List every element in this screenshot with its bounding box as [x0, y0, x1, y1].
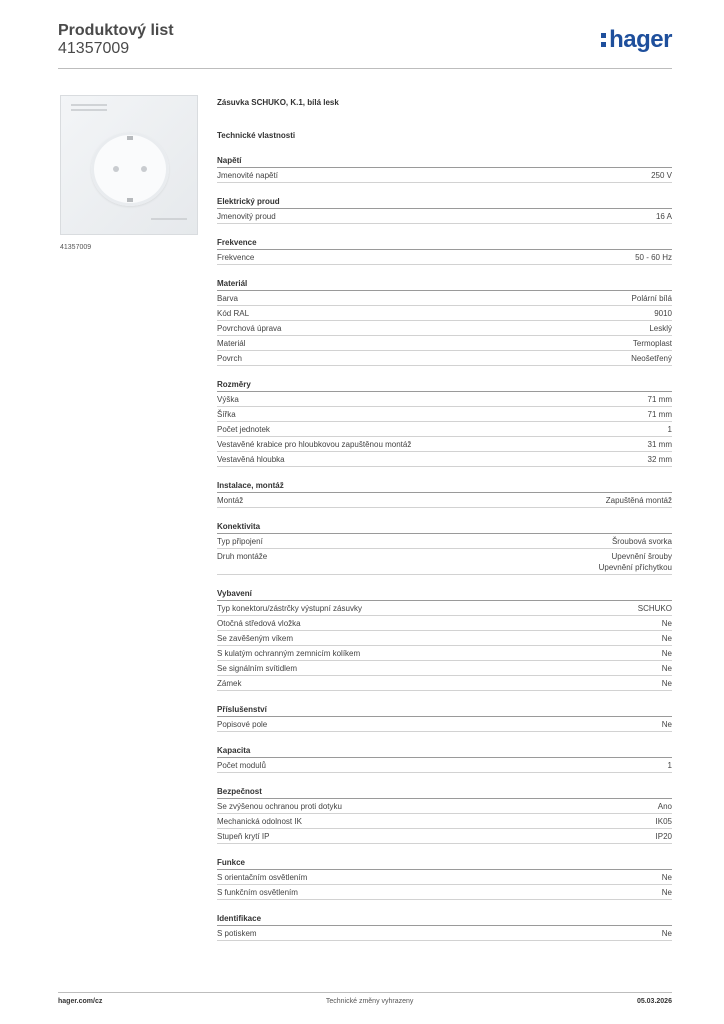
spec-group — [217, 480, 672, 508]
spec-row — [217, 336, 672, 351]
spec-value-line: Ne — [661, 873, 672, 882]
spec-label: Materiál — [217, 339, 246, 348]
spec-label: S kulatým ochranným zemnicím kolíkem — [217, 649, 361, 658]
spec-value-line: Termoplast — [632, 339, 672, 348]
socket-outlet-icon — [91, 132, 169, 206]
spec-row — [217, 168, 672, 183]
spec-label: Otočná středová vložka — [217, 619, 301, 628]
spec-group — [217, 521, 672, 575]
spec-value — [599, 551, 672, 573]
earth-clip-top — [127, 136, 133, 140]
spec-value-line: 1 — [667, 761, 672, 770]
spec-value-line: IP20 — [655, 832, 672, 841]
spec-value — [612, 536, 672, 547]
spec-value — [662, 719, 672, 730]
spec-label: Barva — [217, 294, 238, 303]
footer-website: hager.com/cz — [58, 998, 103, 1005]
spec-row — [217, 601, 672, 616]
spec-group-title: Rozměry — [217, 379, 672, 392]
spec-value — [648, 394, 672, 405]
spec-group — [217, 588, 672, 691]
image-label-bar — [71, 109, 107, 111]
spec-value-line: Upevnění šrouby — [611, 552, 672, 561]
spec-value — [638, 603, 672, 614]
spec-group — [217, 913, 672, 941]
spec-row — [217, 870, 672, 885]
spec-label: S potiskem — [217, 929, 257, 938]
spec-group — [217, 196, 672, 224]
spec-label: Výška — [217, 395, 239, 404]
spec-value-line: 9010 — [654, 309, 672, 318]
spec-group-title: Bezpečnost — [217, 786, 672, 799]
spec-value — [635, 252, 672, 263]
spec-value-line: Ne — [661, 649, 672, 658]
spec-value-line: IK05 — [655, 817, 672, 826]
spec-value-line: SCHUKO — [637, 604, 672, 613]
spec-value — [662, 633, 672, 644]
spec-label: Se signálním svítidlem — [217, 664, 298, 673]
spec-value — [668, 760, 672, 771]
spec-row — [217, 814, 672, 829]
spec-label: Typ konektoru/zástrčky výstupní zásuvky — [217, 604, 362, 613]
spec-label: Frekvence — [217, 253, 255, 262]
spec-row — [217, 437, 672, 452]
spec-row — [217, 306, 672, 321]
product-image — [60, 95, 198, 235]
spec-value — [662, 678, 672, 689]
spec-group — [217, 857, 672, 900]
spec-group-title: Frekvence — [217, 237, 672, 250]
spec-row — [217, 407, 672, 422]
pin-hole-right — [141, 166, 147, 172]
spec-row — [217, 717, 672, 732]
spec-group — [217, 704, 672, 732]
spec-group — [217, 745, 672, 773]
spec-group-title: Funkce — [217, 857, 672, 870]
spec-value-line: 1 — [667, 425, 672, 434]
spec-row — [217, 291, 672, 306]
spec-value — [662, 648, 672, 659]
spec-group — [217, 155, 672, 183]
spec-row — [217, 493, 672, 508]
spec-value — [656, 831, 672, 842]
product-name: Zásuvka SCHUKO, K.1, bílá lesk — [217, 98, 339, 107]
spec-content — [217, 97, 672, 941]
spec-value-line: Ne — [661, 664, 672, 673]
spec-value — [658, 801, 672, 812]
spec-value-line: 71 mm — [647, 410, 672, 419]
footer-date: 05.03.2026 — [636, 998, 672, 1005]
spec-group-title: Konektivita — [217, 521, 672, 534]
spec-label: Typ připojení — [217, 537, 263, 546]
spec-row — [217, 549, 672, 575]
spec-row — [217, 646, 672, 661]
spec-label: Zámek — [217, 679, 242, 688]
spec-row — [217, 321, 672, 336]
pin-hole-left — [113, 166, 119, 172]
spec-value-line: Ne — [661, 634, 672, 643]
spec-value-line: Ne — [661, 679, 672, 688]
spec-group — [217, 278, 672, 366]
page-title: Produktový list — [58, 22, 174, 39]
page-footer — [58, 998, 672, 1005]
spec-value-line: Ne — [661, 929, 672, 938]
spec-label: S orientačním osvětlením — [217, 873, 308, 882]
hager-logo — [601, 28, 672, 52]
spec-label: Jmenovité napětí — [217, 171, 278, 180]
spec-value-line: Ne — [661, 619, 672, 628]
spec-value-line: Zapuštěná montáž — [605, 496, 672, 505]
spec-row — [217, 351, 672, 366]
spec-label: Montáž — [217, 496, 244, 505]
spec-value-line: 31 mm — [647, 440, 672, 449]
spec-row — [217, 452, 672, 467]
spec-row — [217, 676, 672, 691]
spec-label: Povrch — [217, 354, 242, 363]
image-caption: 41357009 — [60, 244, 92, 251]
spec-value — [662, 928, 672, 939]
spec-value-line: Ne — [661, 888, 672, 897]
header-divider — [58, 68, 672, 69]
spec-label: Počet jednotek — [217, 425, 270, 434]
spec-row — [217, 616, 672, 631]
spec-group-title: Instalace, montáž — [217, 480, 672, 493]
document-number: 41357009 — [58, 40, 130, 57]
spec-row — [217, 885, 672, 900]
spec-row — [217, 534, 672, 549]
spec-value — [662, 887, 672, 898]
spec-value-line: 50 - 60 Hz — [635, 253, 672, 262]
spec-value — [648, 409, 672, 420]
spec-value-line: Neošetřený — [631, 354, 672, 363]
spec-row — [217, 422, 672, 437]
spec-value-line: Ne — [661, 720, 672, 729]
spec-value-line: Lesklý — [649, 324, 672, 333]
logo-dots-icon — [601, 33, 606, 47]
spec-group-title: Napětí — [217, 155, 672, 168]
spec-value-line: 250 V — [651, 171, 672, 180]
spec-label: Mechanická odolnost IK — [217, 817, 302, 826]
spec-label: Se zavěšeným víkem — [217, 634, 294, 643]
spec-row — [217, 799, 672, 814]
spec-row — [217, 758, 672, 773]
spec-label: Vestavěné krabice pro hloubkovou zapuštěnou montáž — [217, 440, 412, 449]
document-header — [58, 22, 174, 58]
spec-row — [217, 631, 672, 646]
logo-text: hager — [609, 26, 672, 53]
spec-row — [217, 250, 672, 265]
footer-divider — [58, 992, 672, 993]
spec-value — [649, 323, 672, 334]
spec-group — [217, 786, 672, 844]
spec-label: Popisové pole — [217, 720, 268, 729]
spec-label: Šířka — [217, 410, 236, 419]
spec-label: Jmenovitý proud — [217, 212, 276, 221]
spec-label: Se zvýšenou ochranou proti dotyku — [217, 802, 342, 811]
spec-value-line: Ano — [657, 802, 672, 811]
spec-group-title: Kapacita — [217, 745, 672, 758]
spec-group-title: Identifikace — [217, 913, 672, 926]
spec-group — [217, 379, 672, 467]
spec-row — [217, 392, 672, 407]
spec-group — [217, 237, 672, 265]
spec-group-title: Příslušenství — [217, 704, 672, 717]
spec-groups — [217, 155, 672, 941]
spec-value — [662, 872, 672, 883]
spec-group-title: Materiál — [217, 278, 672, 291]
spec-value-line: Upevnění příchytkou — [598, 563, 672, 572]
spec-row — [217, 209, 672, 224]
spec-value — [654, 308, 672, 319]
spec-value — [656, 816, 672, 827]
spec-value-line: Polární bílá — [631, 294, 672, 303]
image-label-bar — [151, 218, 187, 220]
spec-label: Kód RAL — [217, 309, 250, 318]
spec-value — [648, 439, 672, 450]
image-label-bar — [71, 104, 107, 106]
spec-value — [662, 663, 672, 674]
spec-label: Druh montáže — [217, 552, 268, 561]
spec-value — [651, 170, 672, 181]
spec-value-line: 16 A — [655, 212, 672, 221]
spec-value-line: 71 mm — [647, 395, 672, 404]
spec-value — [631, 353, 672, 364]
earth-clip-bottom — [127, 198, 133, 202]
spec-label: Vestavěná hloubka — [217, 455, 285, 464]
spec-value-line: 32 mm — [647, 455, 672, 464]
spec-label: S funkčním osvětlením — [217, 888, 298, 897]
spec-label: Stupeň krytí IP — [217, 832, 270, 841]
spec-value — [662, 618, 672, 629]
technical-properties-heading: Technické vlastnosti — [217, 131, 296, 140]
spec-value — [633, 338, 672, 349]
spec-group-title: Vybavení — [217, 588, 672, 601]
spec-value — [606, 495, 672, 506]
spec-row — [217, 829, 672, 844]
spec-value — [632, 293, 672, 304]
footer-note: Technické změny vyhrazeny — [325, 998, 414, 1005]
spec-value — [656, 211, 672, 222]
spec-row — [217, 926, 672, 941]
spec-label: Povrchová úprava — [217, 324, 282, 333]
spec-group-title: Elektrický proud — [217, 196, 672, 209]
spec-value — [668, 424, 672, 435]
spec-row — [217, 661, 672, 676]
spec-value — [648, 454, 672, 465]
spec-value-line: Šroubová svorka — [611, 537, 672, 546]
spec-label: Počet modulů — [217, 761, 266, 770]
